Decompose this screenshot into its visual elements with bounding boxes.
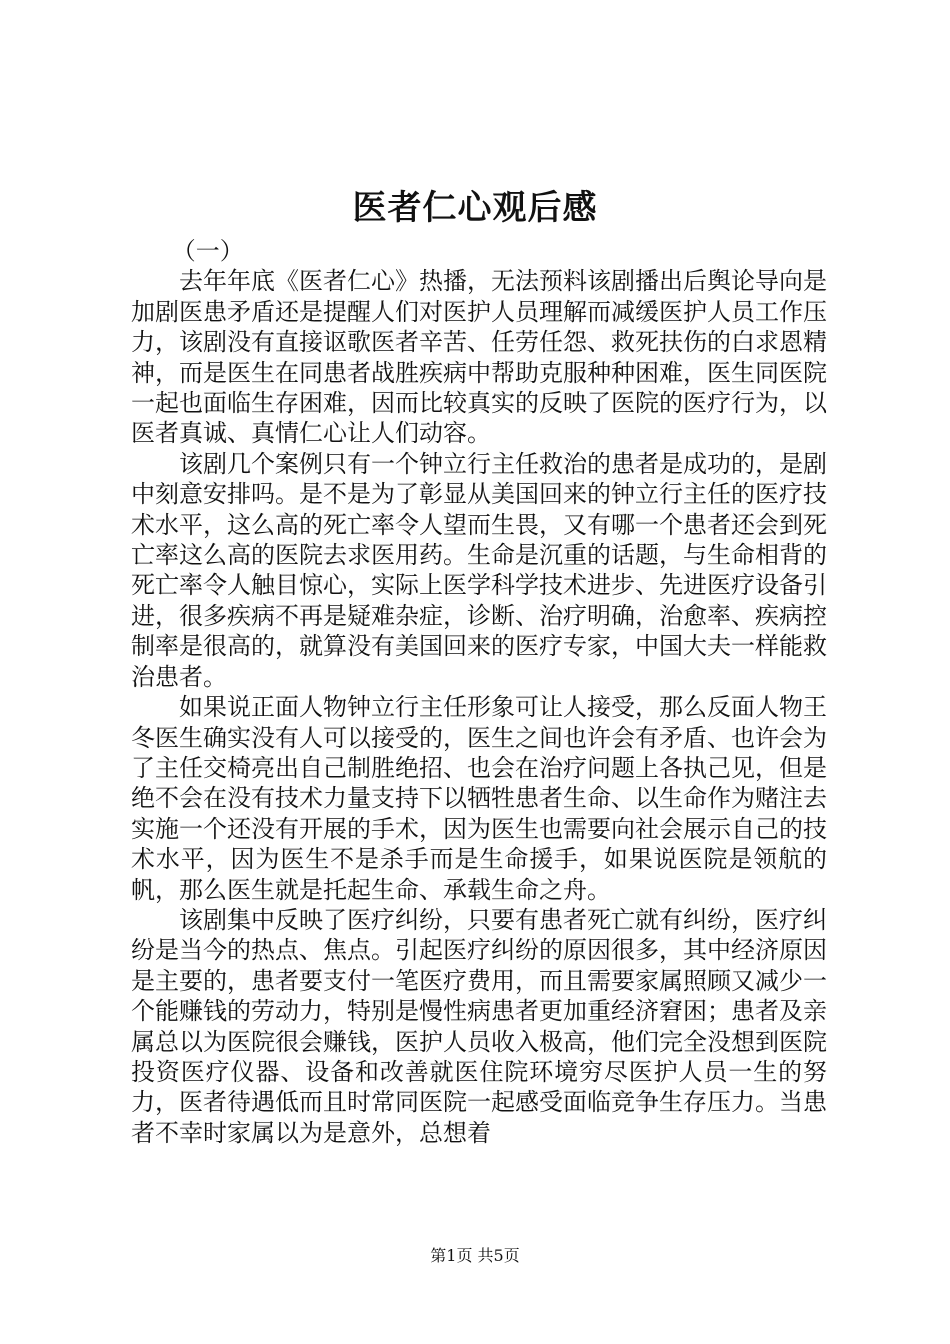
page-footer: 第1页 共5页 bbox=[430, 1246, 520, 1265]
paragraph-2: 该剧几个案例只有一个钟立行主任救治的患者是成功的，是剧中刻意安排吗。是不是为了彰显从美国回来的钟立行主任的医疗技术水平，这么高的死亡率令人望而生畏，又有哪一个患者还会到死亡率这么高的医院去求医用药。生命是沉重的话题，与生命相背的死亡率令人触目惊心，实际上医学科学技术进步、先进医疗设备引进，很多疾病不再是疑难杂症，诊断、治疗明确，治愈率、疾病控制率是很高的，就算没有美国回来的医疗专家，中国大夫一样能救治患者。 bbox=[131, 449, 827, 691]
section-marker: （一） bbox=[171, 237, 244, 265]
document-title: 医者仁心观后感 bbox=[352, 188, 598, 228]
paragraph-1: 去年年底《医者仁心》热播，无法预料该剧播出后舆论导向是加剧医患矛盾还是提醒人们对医护人员理解而减缓医护人员工作压力，该剧没有直接讴歌医者辛苦、任劳任怨、救死扶伤的白求恩精神，而是医生在同患者战胜疾病中帮助克服种种困难，医生同医院一起也面临生存困难，因而比较真实的反映了医院的医疗行为，以医者真诚、真情仁心让人们动容。 bbox=[131, 267, 827, 448]
document-body bbox=[131, 236, 827, 1148]
paragraph-3: 如果说正面人物钟立行主任形象可让人接受，那么反面人物王冬医生确实没有人可以接受的，医生之间也许会有矛盾、也许会为了主任交椅亮出自己制胜绝招、也会在治疗问题上各执己见，但是绝不会在没有技术力量支持下以牺牲患者生命、以生命作为赌注去实施一个还没有开展的手术，因为医生也需要向社会展示自己的技术水平，因为医生不是杀手而是生命援手，如果说医院是领航的帆，那么医生就是托起生命、承载生命之舟。 bbox=[131, 693, 827, 904]
paragraph-4: 该剧集中反映了医疗纠纷，只要有患者死亡就有纠纷，医疗纠纷是当今的热点、焦点。引起医疗纠纷的原因很多，其中经济原因是主要的，患者要支付一笔医疗费用，而且需要家属照顾又减少一个能赚钱的劳动力，特别是慢性病患者更加重经济窘困；患者及亲属总以为医院很会赚钱，医护人员收入极高，他们完全没想到医院投资医疗仪器、设备和改善就医住院环境穷尽医护人员一生的努力，医者待遇低而且时常同医院一起感受面临竞争生存压力。当患者不幸时家属以为是意外，总想着 bbox=[131, 905, 827, 1147]
